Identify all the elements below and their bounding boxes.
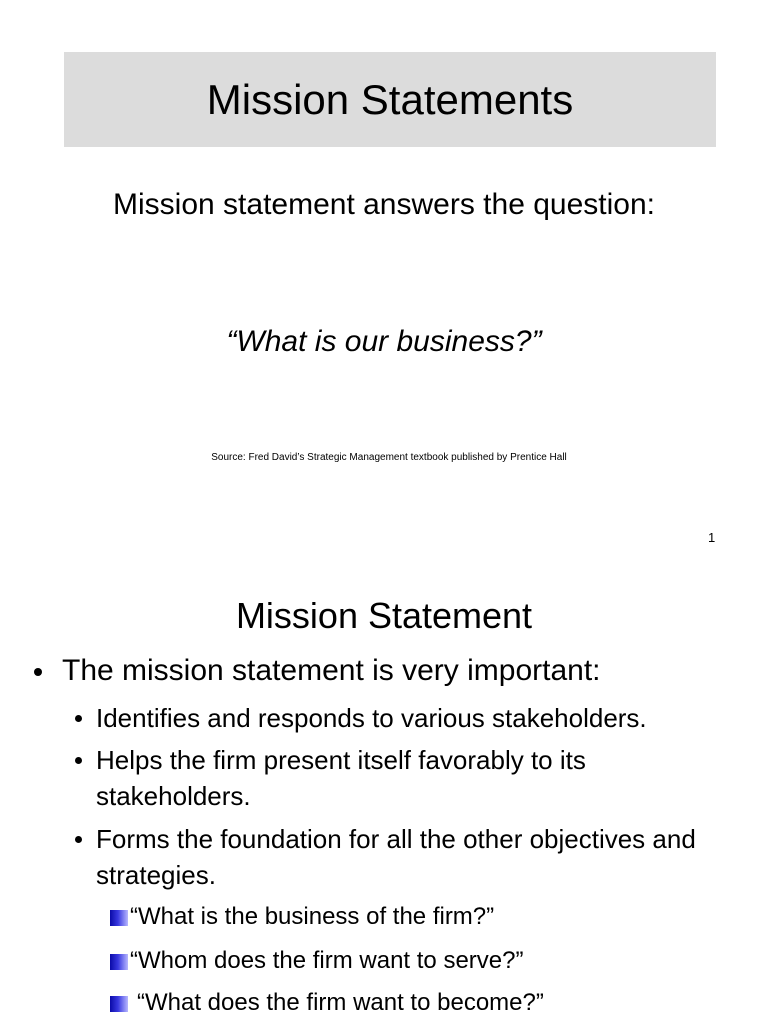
- page-number: 1: [708, 530, 716, 545]
- square-bullet-icon: [110, 954, 128, 970]
- sub-bullet-text: Identifies and responds to various stakeholders.: [96, 703, 647, 733]
- bullet-dot-icon: [34, 668, 42, 676]
- bullet-dot-icon: [75, 715, 82, 722]
- slide-title: Mission Statements: [206, 75, 574, 123]
- sub-bullet-text: Helps the firm present itself favorably to its stakeholders.: [96, 745, 586, 811]
- key-question: “What is our business?”: [226, 325, 542, 358]
- main-bullet-text: The mission statement is very important:: [62, 654, 601, 687]
- title-bar: [64, 52, 716, 147]
- question-bullet-text: “What is the business of the firm?”: [130, 903, 495, 930]
- question-bullet-text: “Whom does the firm want to serve?”: [130, 947, 524, 974]
- slide-2: [0, 560, 768, 1024]
- slide-subtitle: Mission statement answers the question:: [113, 188, 655, 221]
- source-citation: Source: Fred David’s Strategic Management textbook published by Prentice Hall: [211, 452, 567, 463]
- question-bullet-text: “What does the firm want to become?”: [137, 989, 544, 1016]
- bullet-dot-icon: [75, 836, 82, 843]
- bullet-dot-icon: [75, 757, 82, 764]
- square-bullet-icon: [110, 910, 128, 926]
- slide-title: Mission Statement: [235, 595, 533, 636]
- sub-bullet-text: Forms the foundation for all the other objectives and strategies.: [96, 824, 696, 890]
- square-bullet-icon: [110, 996, 128, 1012]
